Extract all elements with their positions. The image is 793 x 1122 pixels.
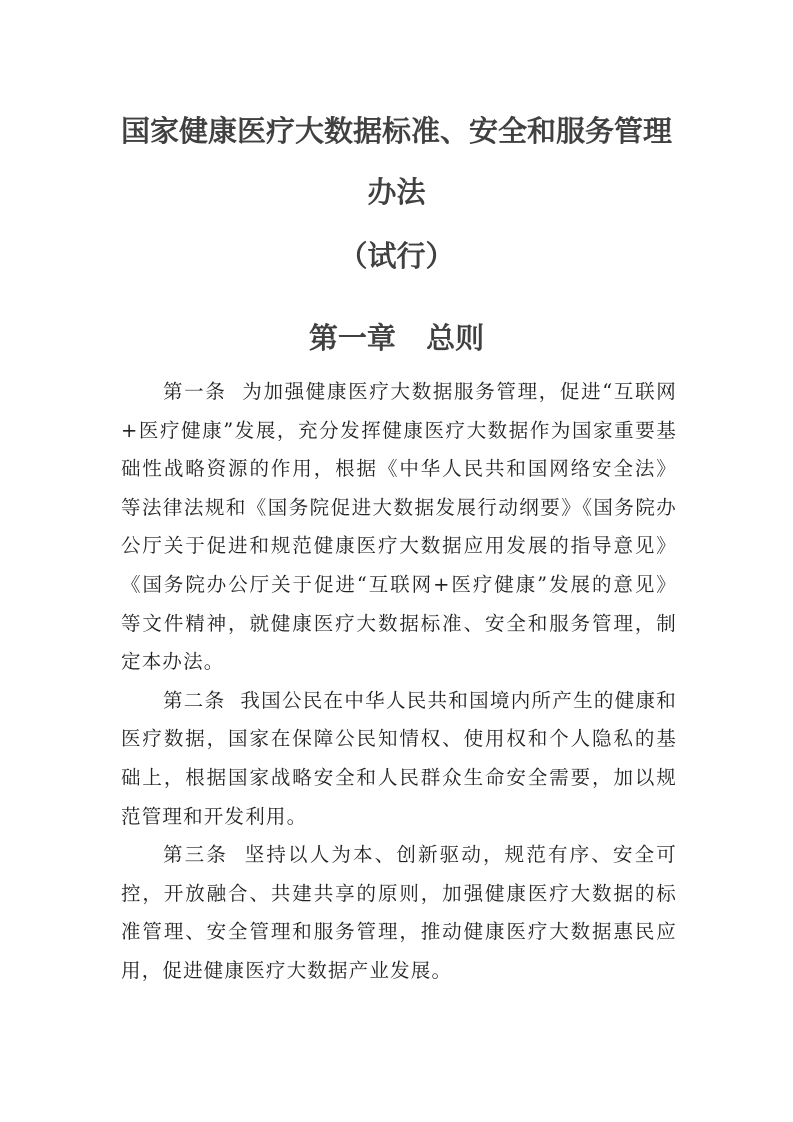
- document-title-line-1: 国家健康医疗大数据标准、安全和服务管理: [120, 114, 672, 148]
- chapter-heading: 第一章 总则: [308, 321, 485, 355]
- document-body: [121, 373, 677, 991]
- article-3-paragraph: 第三条 坚持以人为本、创新驱动，规范有序、安全可控，开放融合、共建共享的原则，加强健康医疗大数据的标准管理、安全管理和服务管理，推动健康医疗大数据惠民应用，促进健康医疗大数据产业发展。: [121, 843, 677, 982]
- document-title-trial: （试行）: [338, 239, 455, 273]
- article-2-paragraph: 第二条 我国公民在中华人民共和国境内所产生的健康和医疗数据，国家在保障公民知情权、使用权和个人隐私的基础上，根据国家战略安全和人民群众生命安全需要，加以规范管理和开发利用。: [121, 688, 677, 828]
- article-1-paragraph: 第一条 为加强健康医疗大数据服务管理，促进“互联网+医疗健康”发展，充分发挥健康医疗大数据作为国家重要基础性战略资源的作用，根据《中华人民共和国网络安全法》等法律法规和《国务院促进大数据发展行动纲要》《国务院办公厅关于促进和规范健康医疗大数据应用发展的指导意见》《国务院办公厅关于促进“互联网+医疗健康”发展的意见》等文件精神，就健康医疗大数据标准、安全和服务管理，制定本办法。: [121, 380, 677, 674]
- document-title-line-2: 办法: [367, 175, 426, 209]
